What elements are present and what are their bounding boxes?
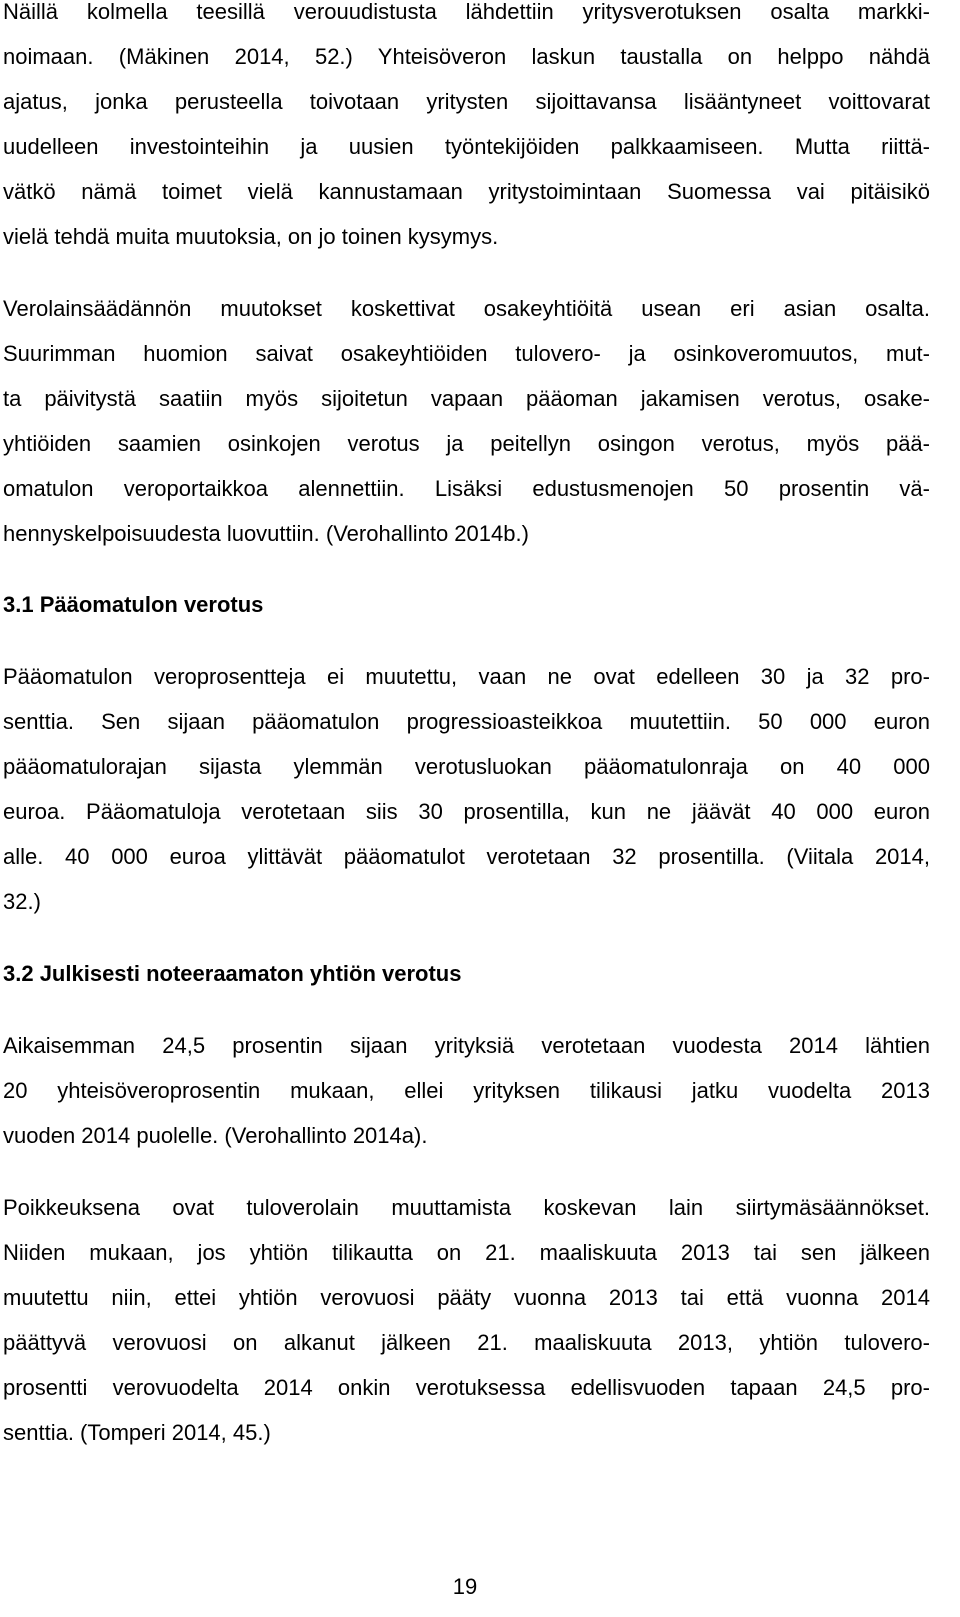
- text-line: 32.): [3, 889, 41, 914]
- page-number: 19: [452, 1574, 478, 1599]
- text-line: Niiden mukaan, jos yhtiön tilikautta on 21. maaliskuuta 2013 tai sen jälkeen: [3, 1240, 930, 1265]
- text-line: ta päivitystä saatiin myös sijoitetun vapaan pääoman jakamisen verotus, osake-: [3, 386, 930, 411]
- text-line: alle. 40 000 euroa ylittävät pääomatulot verotetaan 32 prosentilla. (Viitala 2014,: [3, 844, 930, 869]
- text-line: senttia. Sen sijaan pääomatulon progressioasteikkoa muutettiin. 50 000 euron: [3, 709, 930, 734]
- text-line: noimaan. (Mäkinen 2014, 52.) Yhteisöveron laskun taustalla on helppo nähdä: [3, 44, 930, 69]
- text-line: pääomatulorajan sijasta ylemmän verotusluokan pääomatulonraja on 40 000: [3, 754, 930, 779]
- text-line: Verolainsäädännön muutokset koskettivat osakeyhtiöitä usean eri asian osalta.: [3, 296, 930, 321]
- text-line: euroa. Pääomatuloja verotetaan siis 30 prosentilla, kun ne jäävät 40 000 euron: [3, 799, 930, 824]
- text-line: ajatus, jonka perusteella toivotaan yritysten sijoittavansa lisääntyneet voittovarat: [3, 89, 930, 114]
- text-line: päättyvä verovuosi on alkanut jälkeen 21. maaliskuuta 2013, yhtiön tulovero-: [3, 1330, 930, 1355]
- text-line: Näillä kolmella teesillä verouudistusta lähdettiin yritysverotuksen osalta markki-: [3, 0, 930, 24]
- text-line: vielä tehdä muita muutoksia, on jo toinen kysymys.: [3, 224, 499, 249]
- text-line: Poikkeuksena ovat tuloverolain muuttamista koskevan lain siirtymäsäännökset.: [3, 1195, 930, 1220]
- section-heading: 3.2 Julkisesti noteeraamaton yhtiön verotus: [3, 961, 462, 986]
- text-line: prosentti verovuodelta 2014 onkin verotuksessa edellisvuoden tapaan 24,5 pro-: [3, 1375, 930, 1400]
- text-line: omatulon veroportaikkoa alennettiin. Lisäksi edustusmenojen 50 prosentin vä-: [3, 476, 930, 501]
- text-line: Aikaisemman 24,5 prosentin sijaan yrityksiä verotetaan vuodesta 2014 lähtien: [3, 1033, 930, 1058]
- text-line: Pääomatulon veroprosentteja ei muutettu, vaan ne ovat edelleen 30 ja 32 pro-: [3, 664, 930, 689]
- text-line: yhtiöiden saamien osinkojen verotus ja peitellyn osingon verotus, myös pää-: [3, 431, 930, 456]
- text-line: uudelleen investointeihin ja uusien työntekijöiden palkkaamiseen. Mutta riittä-: [3, 134, 930, 159]
- section-heading: 3.1 Pääomatulon verotus: [3, 592, 264, 617]
- text-line: Suurimman huomion saivat osakeyhtiöiden tulovero- ja osinkoveromuutos, mut-: [3, 341, 930, 366]
- text-line: vätkö nämä toimet vielä kannustamaan yritystoimintaan Suomessa vai pitäisikö: [3, 179, 930, 204]
- text-line: hennyskelpoisuudesta luovuttiin. (Verohallinto 2014b.): [3, 521, 529, 546]
- text-line: senttia. (Tomperi 2014, 45.): [3, 1420, 271, 1445]
- text-line: 20 yhteisöveroprosentin mukaan, ellei yrityksen tilikausi jatku vuodelta 2013: [3, 1078, 930, 1103]
- text-line: muutettu niin, ettei yhtiön verovuosi pääty vuonna 2013 tai että vuonna 2014: [3, 1285, 930, 1310]
- text-line: vuoden 2014 puolelle. (Verohallinto 2014a).: [3, 1123, 428, 1148]
